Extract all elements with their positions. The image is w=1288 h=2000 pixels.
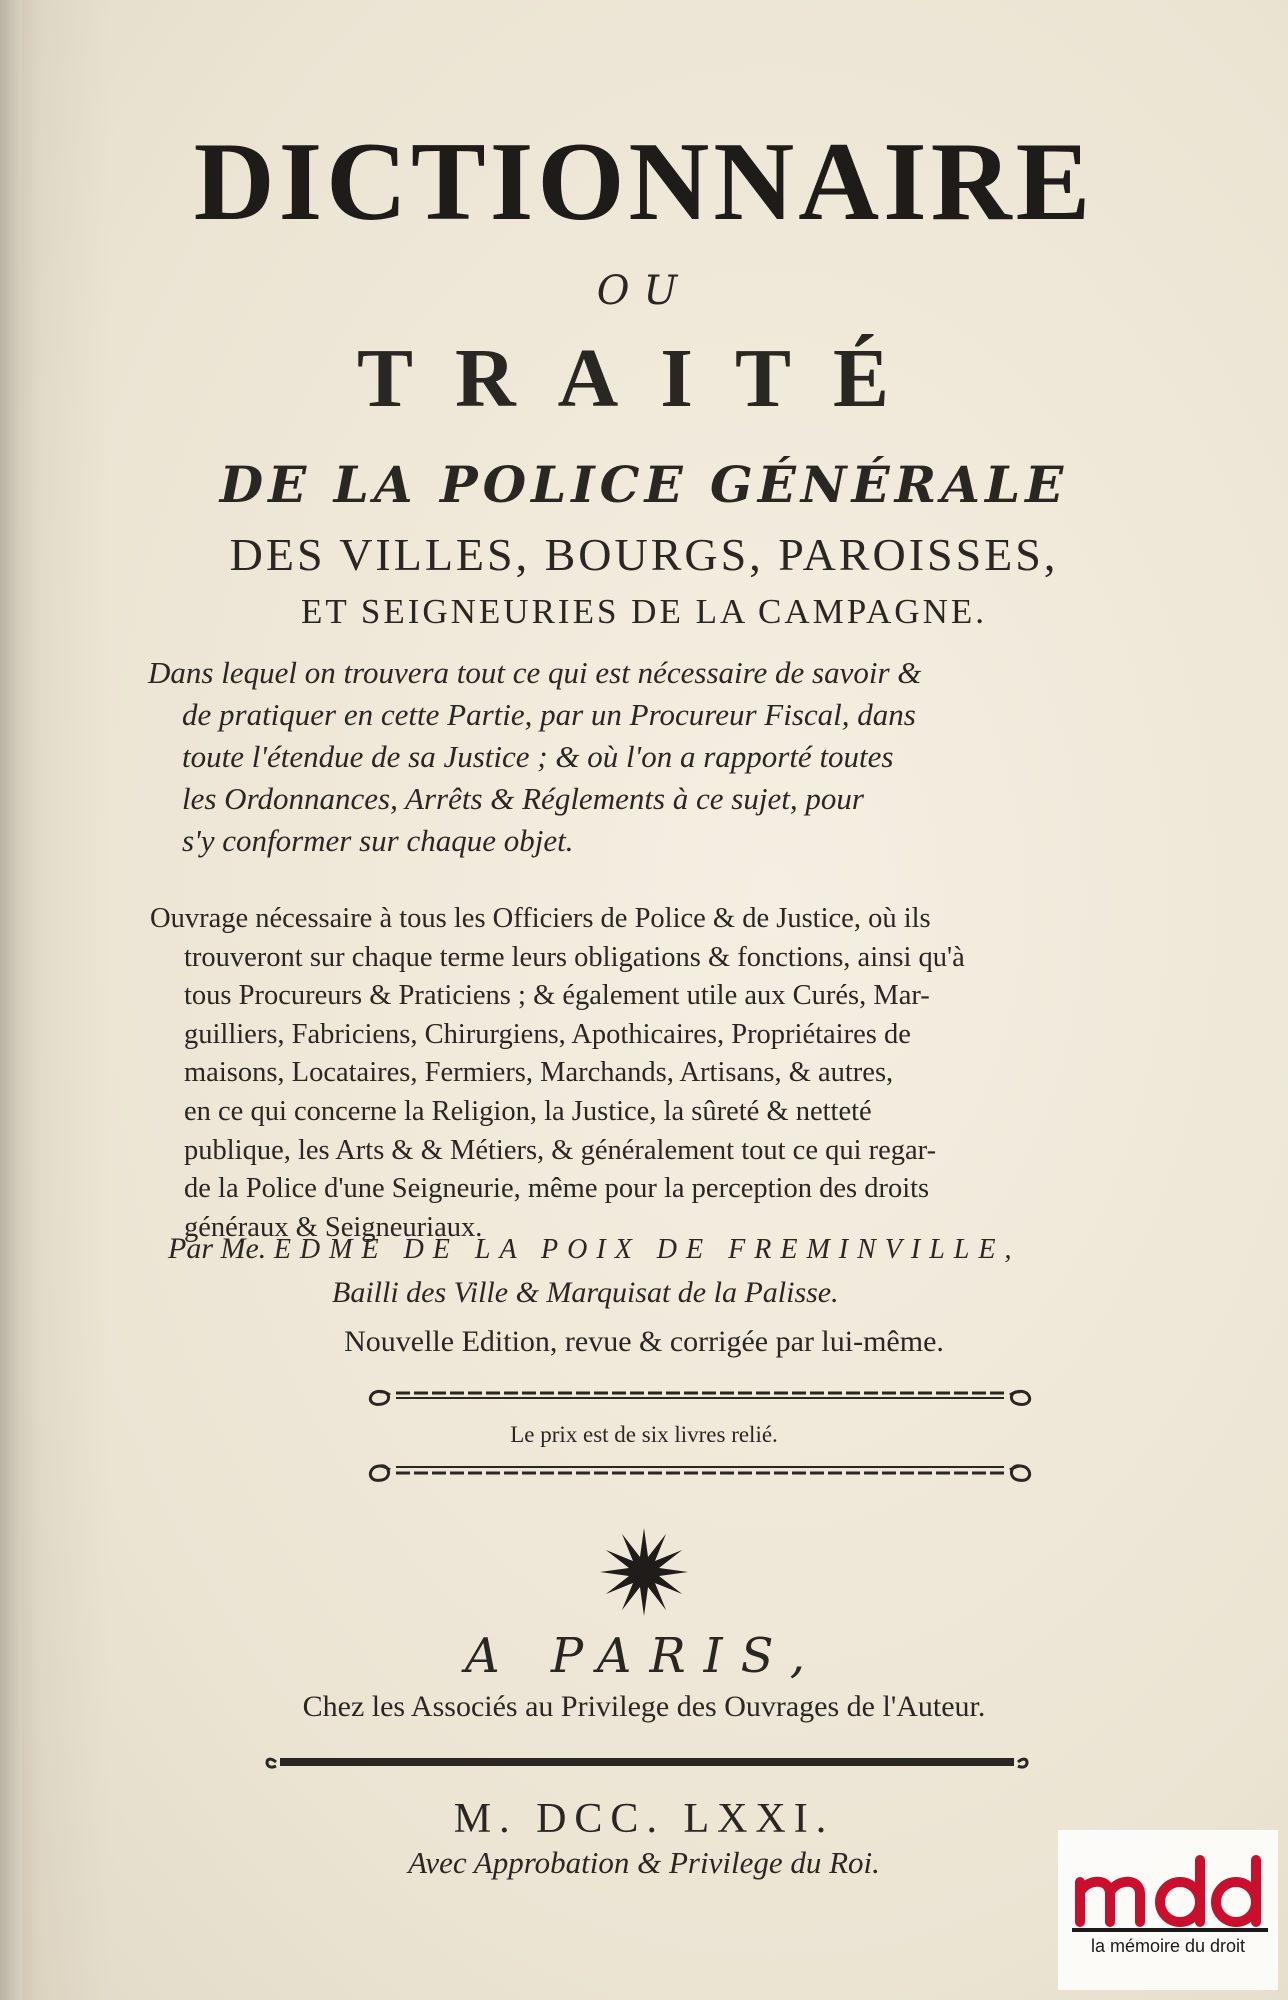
- description-line: s'y conformer sur chaque objet.: [182, 823, 574, 858]
- ornamental-rule-bottom: [360, 1452, 1040, 1488]
- title-conjunction: OU: [596, 268, 692, 314]
- book-subtitle: TRAITÉ: [356, 332, 932, 425]
- description-line: Dans lequel on trouvera tout ce qui est nécessaire de savoir &: [148, 655, 922, 690]
- description-paragraph: [148, 652, 1188, 862]
- usage-line: maisons, Locataires, Fermiers, Marchands, Artisans, & autres,: [184, 1057, 894, 1089]
- author-name: EDME DE LA POIX DE FREMINVILLE,: [273, 1234, 1021, 1265]
- usage-line: trouveront sur chaque terme leurs obligations & fonctions, ainsi qu'à: [184, 941, 965, 973]
- description-line: toute l'étendue de sa Justice ; & où l'on a rapporté toutes: [182, 739, 894, 774]
- star-fleuron-icon: [594, 1522, 694, 1622]
- book-title: DICTIONNAIRE: [193, 120, 1095, 244]
- usage-line: tous Procureurs & Praticiens ; & également utile aux Curés, Mar-: [184, 980, 930, 1012]
- author-title: Bailli des Ville & Marquisat de la Palisse.: [332, 1276, 839, 1309]
- usage-line: publique, les Arts & & Métiers, & généralement tout ce qui regar-: [184, 1134, 937, 1166]
- approbation-line: Avec Approbation & Privilege du Roi.: [408, 1845, 880, 1880]
- mdd-logo: [1058, 1830, 1278, 1990]
- usage-line: généraux & Seigneuriaux.: [184, 1211, 483, 1243]
- description-line: de pratiquer en cette Partie, par un Procureur Fiscal, dans: [182, 697, 916, 732]
- usage-line: de la Police d'une Seigneurie, même pour la perception des droits: [184, 1173, 930, 1205]
- ornamental-rule-top: [360, 1378, 1040, 1412]
- police-line: DE LA POLICE GÉNÉRALE: [219, 455, 1069, 514]
- publisher-line: Chez les Associés au Privilege des Ouvrages de l'Auteur.: [302, 1690, 986, 1723]
- publication-year: M. DCC. LXXI.: [453, 1796, 835, 1842]
- author-prefix: Par Me.: [168, 1232, 267, 1265]
- ornamental-rule-thick: [262, 1748, 1032, 1776]
- usage-paragraph: [150, 900, 1190, 1247]
- price-note: Le prix est de six livres relié.: [510, 1422, 778, 1447]
- city-line: A PARIS,: [464, 1628, 823, 1684]
- usage-line: guilliers, Fabriciens, Chirurgiens, Apothicaires, Propriétaires de: [184, 1018, 911, 1050]
- usage-line: en ce qui concerne la Religion, la Justice, la sûreté & netteté: [184, 1095, 872, 1127]
- usage-line: Ouvrage nécessaire à tous les Officiers de Police & de Justice, où ils: [150, 903, 931, 934]
- seigneuries-line: ET SEIGNEURIES DE LA CAMPAGNE.: [300, 592, 987, 631]
- edition-note: Nouvelle Edition, revue & corrigée par lui-même.: [344, 1325, 944, 1358]
- places-line: DES VILLES, BOURGS, PAROISSES,: [229, 529, 1059, 580]
- author-line: [168, 1232, 1020, 1266]
- logo-caption: la mémoire du droit: [1090, 1936, 1246, 1956]
- description-line: les Ordonnances, Arrêts & Réglements à ce sujet, pour: [182, 781, 864, 816]
